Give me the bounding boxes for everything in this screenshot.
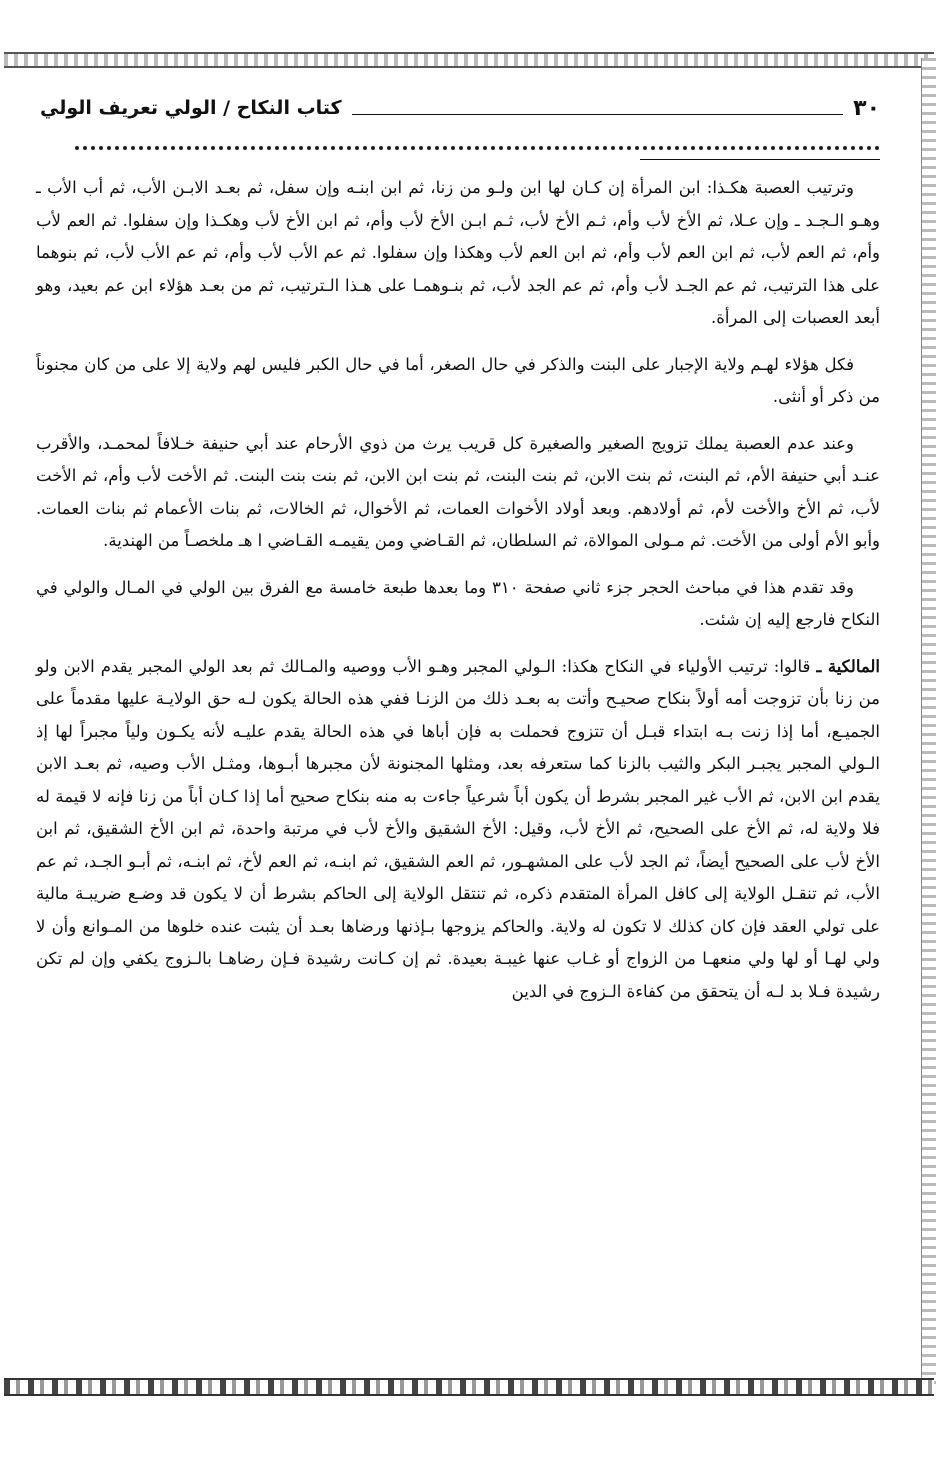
page-header [40, 88, 880, 128]
maliki-heading: المالكية ـ [816, 656, 880, 676]
paragraph-reference: وقد تقدم هذا في مباحث الحجر جزء ثاني صفحة ٣١٠ وما بعدها طبعة خامسة مع الفرق بين الولي في المـال والولي في النكاح فارجع إليه إن شئت. [36, 577, 880, 629]
paragraph-maliki [36, 651, 880, 1009]
page-number: ٣٠ [853, 95, 880, 121]
maliki-text: قالوا: ترتيب الأولياء في النكاح هكذا: الـولي المجبر وهـو الأب ووصيه والمـالك ثم بعد الولي المجبر يقدم الابن ولو من زنا بأن تزوجت أمه أولاً بنكاح صحيـح وأتت به بعـد ذلك من الزنـا ففي هذه الحالة يكون لـه حق الولايـة عليها مقدماً على الجميـع، أما إذا زنت بـه ابتداء قبـل أن تتزوج فحملت به فإن أباها في هذه الحالة يقدم عليـه لأنه يكـون ولياً مجبراً لها إذ الـولي المجبر يجبـر البكر والثيب بالزنا كما ستعرفه بعد، ومثلها المجنونة لأن مجبرها أبـوها، ومثـل الأب وصيه، ثم بعـد الابن يقدم ابن الابن، ثم الأب غير المجبر بشرط أن يكون أباً شرعياً جاءت به منه بنكاح صحيح أما إذا كـان أباً من زنا فإنه لا قيمة له فلا ولاية له، ثم الأخ على الصحيح، ثم الأخ لأب، وقيل: الأخ الشقيق والأخ لأب في مرتبة واحدة، ثم ابن الأخ الشقيق، ثم ابن الأخ لأب على الصحيح أيضاً، ثم الجد لأب على المشهـور، ثم العم الشقيق، ثم ابنـه، ثم العم لأخ، ثم ابنـه، ثم أبـو الجـد، ثم عم الأب، ثم تنقـل الولاية إلى كافل المرأة المتقدم ذكره، ثم تنتقل الولاية إلى الحاكم بشرط أن لا يكون قد وضـع ضريبـة مالية على تولي العقد فإن كان كذلك لا تكون له ولاية. والحاكم يزوجها بـإذنها ورضاها بعـد أن يثبت عنده خلوها من المـوانع وأن لا ولي لهـا أو لها ولي منعهـا من الزواج أو غـاب عنها غيبـة بعيدة. ثم إن كـانت رشيدة فـإن رضاهـا بالـزوج يكفي وإن لم تكن رشيدة فـلا بد لـه أن يتحقق من كفاءة الـزوج في الدين [36, 656, 880, 1001]
running-title: كتاب النكاح / الولي تعريف الولي [40, 97, 342, 119]
paragraph-arham: وعند عدم العصبة يملك تزويج الصغير والصغيرة كل قريب يرث من ذوي الأرحام عند أبي حنيفة خـلافاً لمحمـد، والأقرب عنـد أبي حنيفة الأم، ثم البنت، ثم بنت الابن، ثم بنت البنت، ثم بنت ابن الابن، ثم بنت بنت البنت. ثم الأخت لأب وأم، ثم الأخت لأب، ثم الأخ والأخت لأم، ثم أولادهم. وبعد أولاد الأخوات العمات، ثم الأخوال، ثم الخالات، ثم بنات الأعمام ثم بنات العمات. وأبو الأم أولى من الأخت. ثم مـولى الموالاة، ثم السلطان، ثم القـاضي ومن يقيمـه القـاضي ا هـ ملخصـاً من الهندية. [36, 433, 880, 550]
header-rule [352, 102, 844, 115]
footnote-rule [640, 159, 880, 160]
right-ornamental-border [921, 58, 936, 1388]
paragraph-ijbar: فكل هؤلاء لهـم ولاية الإجبار على البنت والذكر في حال الصغر، أما في حال الكبر فليس لهم ولاية إلا على من كان مجنوناً من ذكر أو أنثى. [36, 354, 880, 406]
page-body [36, 172, 880, 1008]
top-ornamental-border [4, 52, 934, 68]
paragraph-asaba-order: وترتيب العصبة هكـذا: ابن المرأة إن كـان لها ابن ولـو من زنا، ثم ابن ابنـه وإن سفل، ثم بعـد الابـن الأب، ثم أب الأب ـ وهـو الـجـد ـ وإن عـلا، ثم الأخ لأب وأم، ثـم الأخ لأب، ثـم ابـن الأخ لأب وأم، ثم ابن الأخ لأب وهكـذا وإن سفلوا. ثم العم لأب وأم، ثم العم لأب، ثم ابن العم لأب وأم، ثم ابن العم لأب وهكذا وإن سفلوا. ثم عم الأب لأب وأم، ثم عم الأب لأب، ثم بنوهما على هذا الترتيب، ثم عم الجـد لأب وأم، ثم عم الجد لأب، ثم بنـوهمـا على هـذا الـترتيب، ثم من بعـد هؤلاء ابن عم بعيد، وهو أبعد العصبات إلى المرأة. [36, 178, 880, 327]
dotted-separator [75, 132, 880, 150]
bottom-ornamental-border [4, 1378, 934, 1396]
